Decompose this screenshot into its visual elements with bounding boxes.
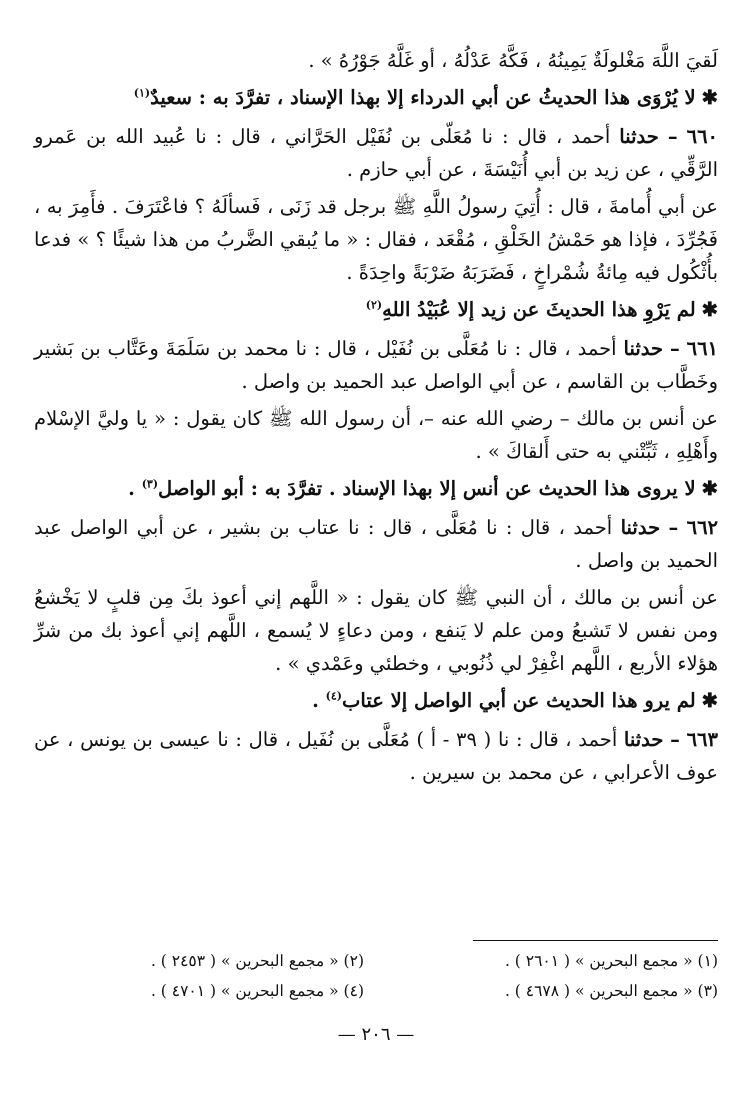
hadith-label: حدثنا (623, 728, 664, 751)
dash: – (669, 337, 680, 360)
hadith-isnad (34, 332, 718, 398)
heading-text: لا يُرْوَى هذا الحديثُ عن أبي الدرداء إلا بهذا الإسناد ، تفرَّدَ به : سعيدٌ (150, 86, 696, 109)
footnote: (٢) « مجمع البحرين » ( ٢٤٥٣ ) . (150, 952, 364, 970)
hadith-label: حدثنا (623, 337, 664, 360)
footnote-ref: (٣) (141, 477, 159, 491)
star-icon: ✱ (701, 477, 718, 500)
footnote-divider (473, 940, 718, 941)
footnote: (٤) « مجمع البحرين » ( ٤٧٠١ ) . (150, 982, 364, 1000)
dash: – (667, 125, 678, 148)
isnad-text: أحمد ، قال : نا مُعَلّى بن نُفَيْل الحَرَّاني ، قال : نا عُبيد الله بن عَمرو الرَّقِّي ، عن زيد بن أبي أُنَيْسَةَ ، عن أبي حازم . (34, 125, 718, 181)
section-heading (34, 293, 718, 326)
page-number: — ٢٠٦ — (337, 1024, 415, 1045)
hadith-number: ٦٦٢ (686, 516, 719, 539)
dash: – (670, 728, 680, 751)
footnote-ref: (١) (133, 86, 151, 100)
isnad-text: أحمد ، قال : نا ( ٣٩ - أ ) مُعَلَّى بن نُفَيل ، قال : نا عيسى بن يونس ، عن عوف الأعرابي ، عن محمد بن سيرين . (34, 728, 718, 784)
heading-text: لا يروى هذا الحديث عن أنس إلا بهذا الإسناد . تفرَّدَ به : أبو الواصل (158, 477, 696, 500)
hadith-matn: عن أنس بن مالك – رضي الله عنه –، أن رسول الله ﷺ كان يقول : « يا وليَّ الإسْلام وأَهْلِهِ ، ثَبِّتْني به حتى أَلقاكَ » . (34, 407, 718, 463)
heading-text: لم يرو هذا الحديث عن أبي الواصل إلا عتاب (342, 689, 696, 712)
hadith-isnad (34, 723, 718, 789)
hadith-matn: عن أبي أُمامةَ ، قال : أُتِيَ رسولُ اللَّهِ ﷺ برجل قد زَنَى ، فَسألَهُ ؟ فاعْتَرَفَ . فأَمِرَ به ، فَجُرِّدَ ، فإذا هو حَمْشُ الخَلْقِ ، مُقْعَد ، فقال : « ما يُبقي الضَّربُ من هذا شيئًا ؟ » فدعا بأُثْكُول فيه مِائةُ شُمْراخٍ ، فَضَرَبَهُ ضَرْبَةً واحِدَةً . (34, 195, 718, 284)
footnote: (١) « مجمع البحرين » ( ٢٦٠١ ) . (504, 952, 718, 970)
hadith-number: ٦٦٠ (686, 125, 719, 148)
isnad-text: أحمد ، قال : نا مُعَلَّى بن نُفَيْل ، قال : نا محمد بن سَلَمَةَ وعَتَّاب بن بَشير وخَطَّاب بن القاسم ، عن أبي الواصل عبد الحميد بن واصل . (34, 337, 718, 393)
hadith-label: حدثنا (619, 125, 659, 148)
hadith-number: ٦٦٣ (686, 728, 718, 751)
hadith-matn: عن أنس بن مالك ، أن النبي ﷺ كان يقول : « اللَّهم إني أعوذ بكَ مِن قلبٍ لا يَخْشعُ ومن نفس لا تَشبعُ ومن علم لا يَنفع ، ومن دعاءٍ لا يُسمع ، اللَّهم إني أعوذ بك من شرِّ هؤلاء الأربع ، اللَّهم اغْفِرْ لي ذُنُوبي ، وخطئي وعَمْدي » . (34, 586, 718, 675)
footnote-ref: (٤) (325, 689, 343, 703)
section-heading: ✱لا يروى هذا الحديث عن أنس إلا بهذا الإسناد . تفرَّدَ به : أبو الواصل$^{(٣)}$ . (128, 477, 718, 500)
heading-text: لم يَرْوِ هذا الحديثَ عن زيد إلا عُبَيْدُ اللهِ (382, 298, 696, 321)
footnotes (34, 946, 718, 1006)
star-icon: ✱ (701, 298, 718, 321)
page-body (34, 44, 718, 793)
footnote-ref: (٢) (365, 298, 383, 312)
dash: – (668, 516, 679, 539)
section-heading (34, 81, 718, 114)
text-line: لَقيَ اللَّهَ مَغْلولَةٌ يَمِينُهُ ، فَكَّهُ عَدْلُهُ ، أو غَلَّهُ جَوْرُهُ » . (308, 49, 718, 72)
section-heading: ✱لم يرو هذا الحديث عن أبي الواصل إلا عتاب$^{(٤)}$ . (312, 689, 718, 712)
hadith-number: ٦٦١ (686, 337, 719, 360)
footnote: (٣) « مجمع البحرين » ( ٤٦٧٨ ) . (504, 982, 718, 1000)
star-icon: ✱ (701, 86, 718, 109)
isnad-text: أحمد ، قال : نا مُعَلَّى ، قال : نا عتاب بن بشير ، عن أبي الواصل عبد الحميد بن واصل . (34, 516, 718, 572)
hadith-isnad (34, 120, 718, 186)
hadith-isnad (34, 511, 718, 577)
hadith-label: حدثنا (620, 516, 661, 539)
star-icon: ✱ (701, 689, 718, 712)
